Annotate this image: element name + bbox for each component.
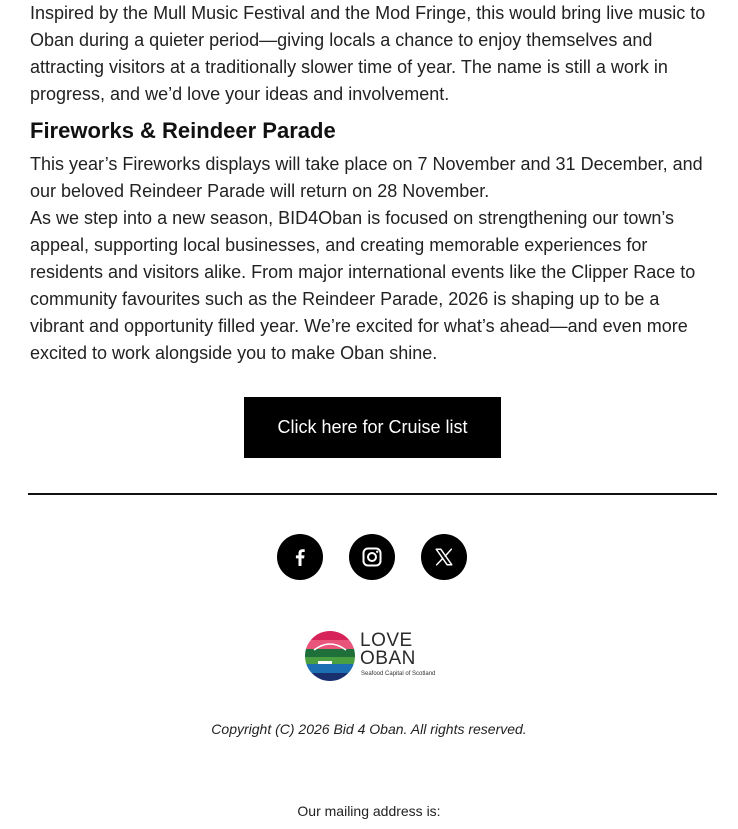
logo-line2: OBAN — [360, 648, 416, 669]
x-icon — [433, 546, 455, 568]
facebook-link[interactable] — [277, 534, 323, 580]
facebook-icon — [288, 545, 312, 569]
section-divider — [28, 493, 717, 495]
fireworks-heading: Fireworks & Reindeer Parade — [30, 118, 336, 143]
intro-paragraph: Inspired by the Mull Music Festival and the Mod Fringe, this would bring live music to Oban during a quieter period—giving locals a chance to enjoy themselves and attracting visitors at a traditionally slower time of year. The name is still a work in progress, and we’d love your ideas and involvement. — [30, 3, 706, 104]
logo-tagline: Seafood Capital of Scotland — [361, 671, 436, 677]
logo-circle-icon — [304, 630, 356, 682]
fireworks-paragraph: This year’s Fireworks displays will take place on 7 November and 31 December, and our beloved Reindeer Parade will return on 28 November. — [30, 154, 703, 201]
x-link[interactable] — [421, 534, 467, 580]
instagram-link[interactable] — [349, 534, 395, 580]
copyright-text: Copyright (C) 2026 Bid 4 Oban. All rights reserved. — [211, 721, 527, 737]
cruise-list-button[interactable]: Click here for Cruise list — [244, 397, 501, 458]
logo-line1: LOVE — [360, 630, 413, 651]
mailing-address-label: Our mailing address is: — [297, 803, 441, 819]
closing-paragraph: As we step into a new season, BID4Oban is focused on strengthening our town’s appeal, supporting local businesses, and creating memorable experiences for residents and visitors alike. From major international events like the Clipper Race to community favourites such as the Reindeer Parade, 2026 is shaping up to be a vibrant and opportunity filled year. We’re excited for what’s ahead—and even more excited to work alongside you to make Oban shine. — [30, 208, 696, 363]
love-oban-logo — [304, 628, 444, 684]
instagram-icon — [360, 545, 384, 569]
